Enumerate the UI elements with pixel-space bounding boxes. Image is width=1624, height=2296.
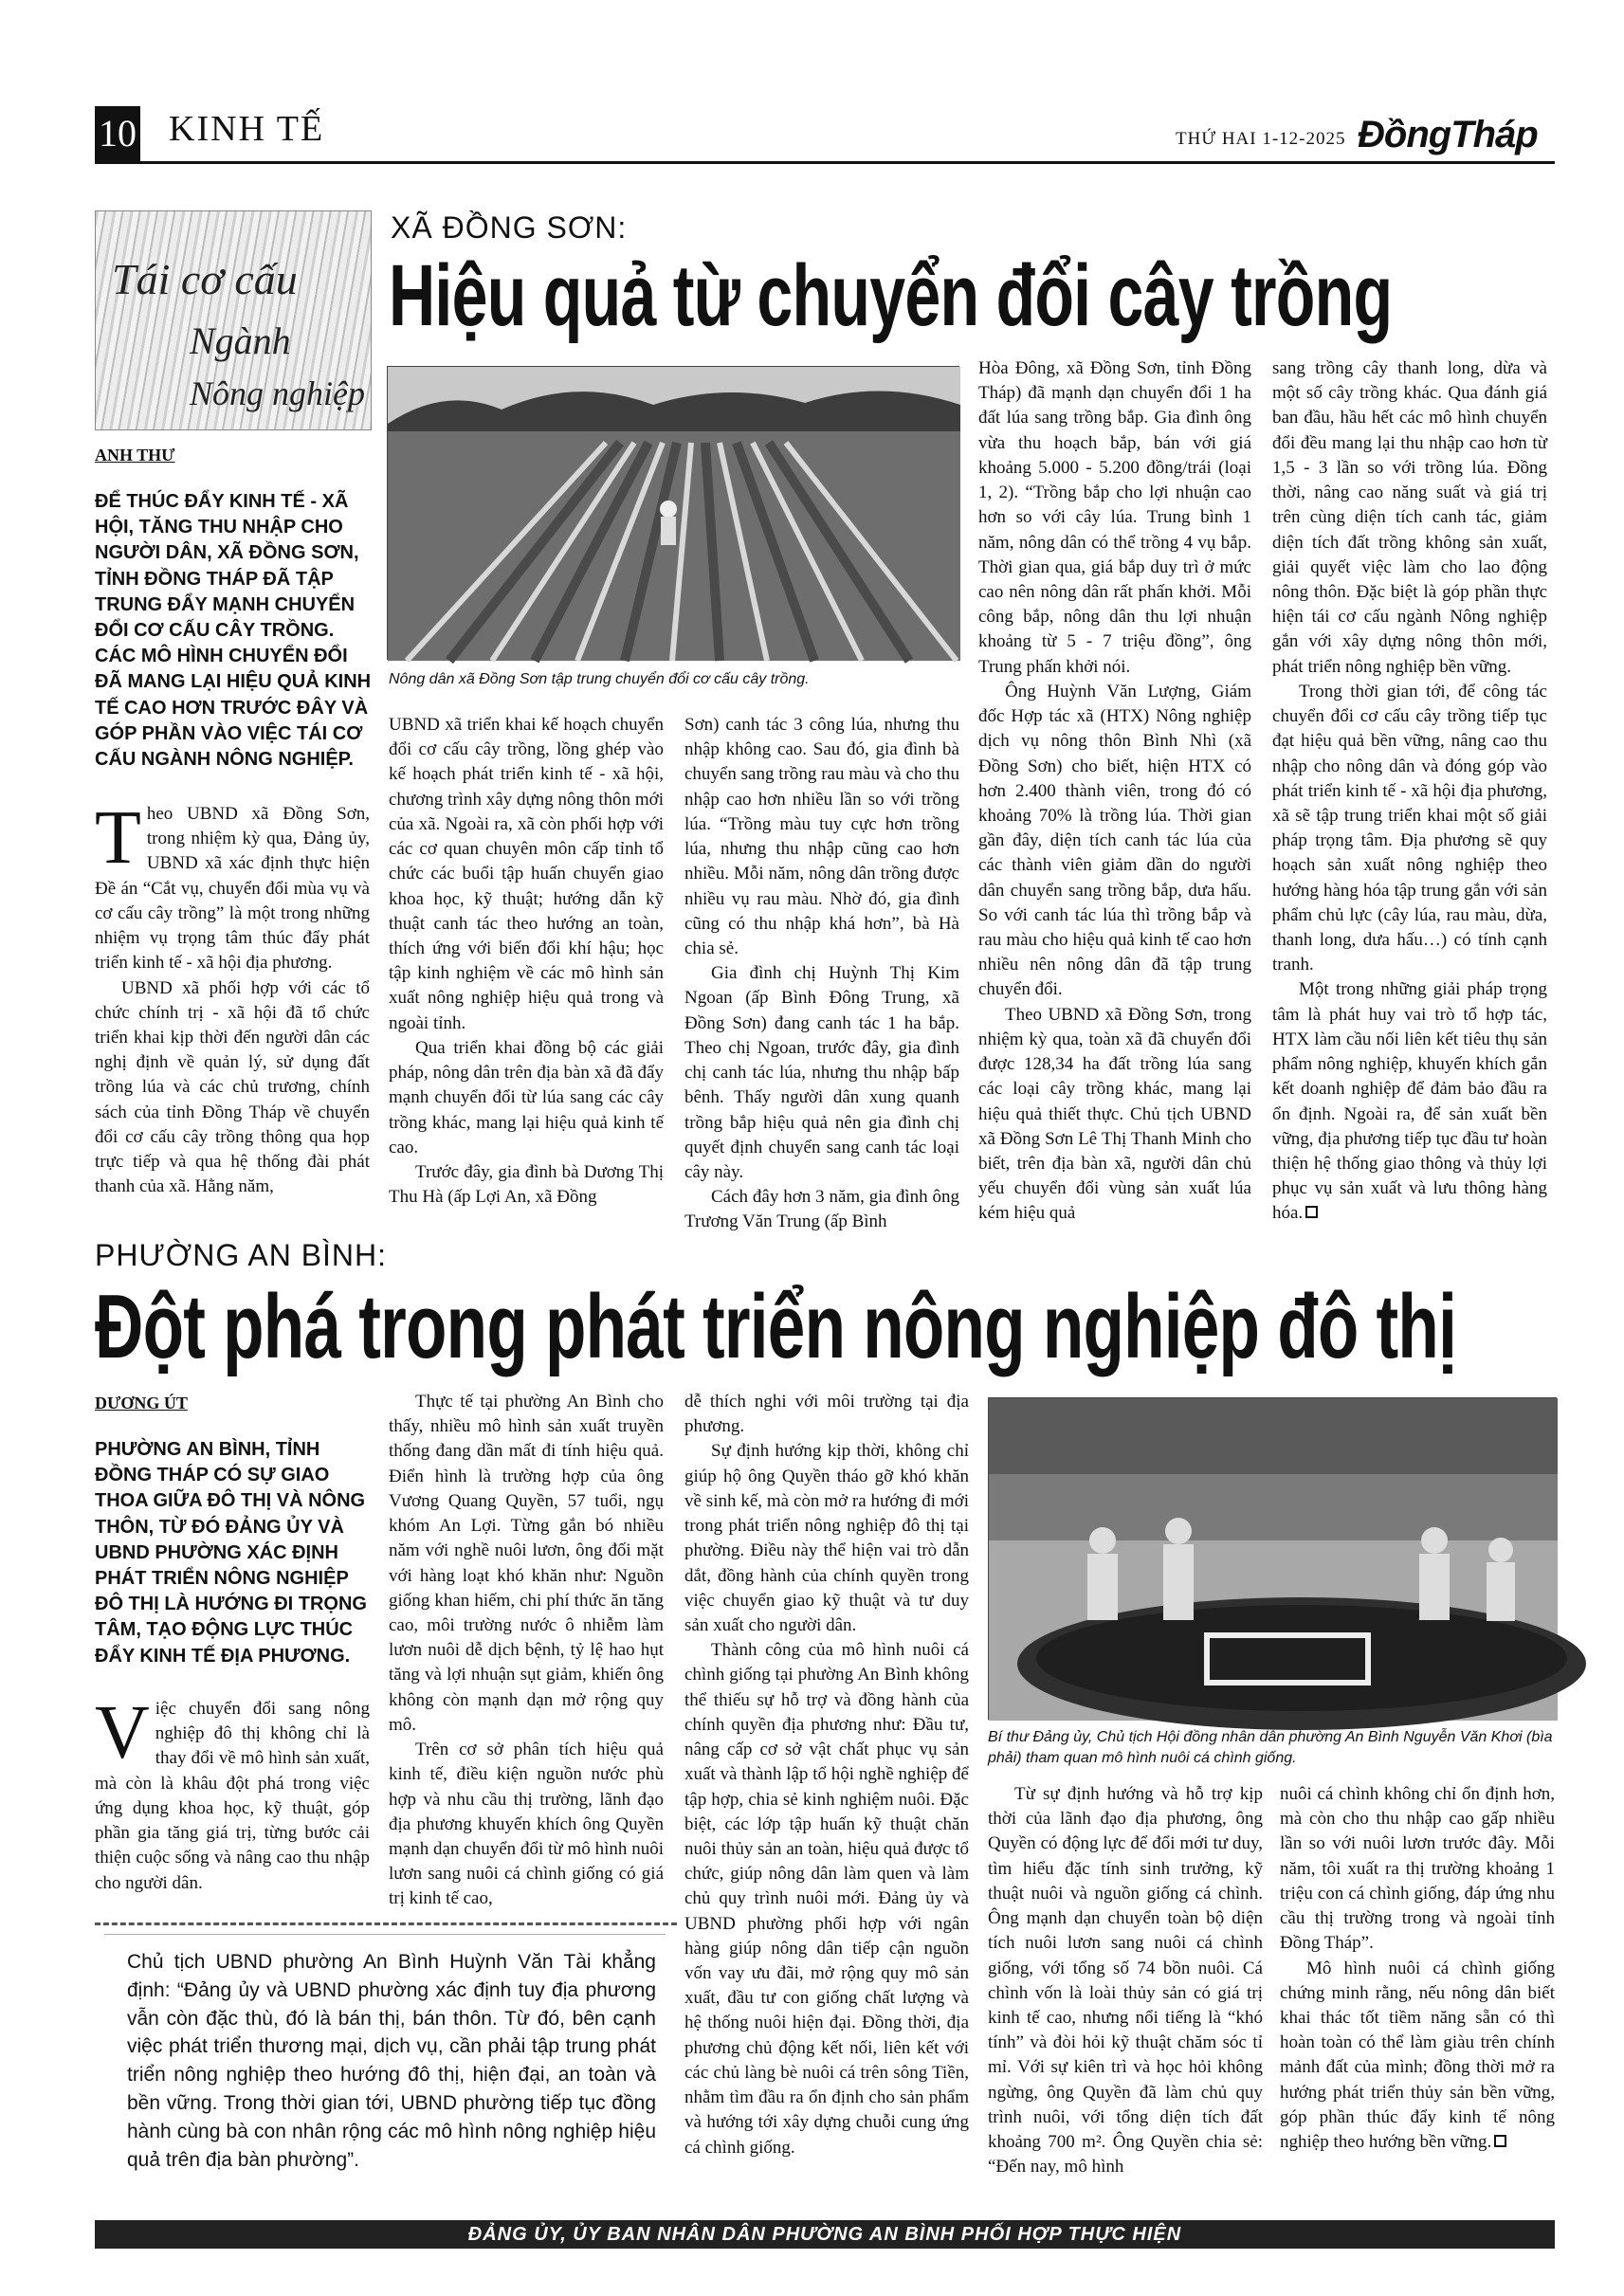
article1-author: ANH THƯ bbox=[95, 446, 175, 465]
series-logo-line1: Tái cơ cấu bbox=[112, 255, 298, 303]
article1-column-3 bbox=[684, 713, 959, 1232]
header-rule bbox=[95, 161, 1555, 164]
article1-kicker: XÃ ĐỒNG SƠN: bbox=[391, 210, 628, 245]
section-title: KINH TẾ bbox=[169, 109, 325, 149]
masthead-logo: ĐồngTháp bbox=[1358, 114, 1538, 155]
article1-col4-para3: Theo UBND xã Đồng Sơn, trong nhiệm kỳ qua, toàn xã đã chuyển đổi được 128,34 ha đất trồng lúa sang các loại cây trồng khác, mang lại hiệu quả thiết thực. Chủ tịch UBND xã Đồng Sơn Lê Thị Thanh Minh cho biết, trên địa bàn xã, người dân chủ yếu chuyển đổi vùng sản xuất lúa kém hiệu quả bbox=[978, 1004, 1251, 1224]
article2-lead: PHƯỜNG AN BÌNH, TỈNH ĐỒNG THÁP CÓ SỰ GIAO THOA GIỮA ĐÔ THỊ VÀ NÔNG THÔN, TỪ ĐÓ ĐẢNG ỦY VÀ UBND PHƯỜNG XÁC ĐỊNH PHÁT TRIỂN NÔNG NGHIỆP ĐÔ THỊ LÀ HƯỚNG ĐI TRỌNG TÂM, TẠO ĐỘNG LỰC THÚC ĐẨY KINH TẾ ĐỊA PHƯƠNG. bbox=[95, 1439, 367, 1667]
end-mark-icon bbox=[1494, 2135, 1506, 2147]
article1-lead: ĐỂ THÚC ĐẨY KINH TẾ - XÃ HỘI, TĂNG THU NHẬP CHO NGƯỜI DÂN, XÃ ĐỒNG SƠN, TỈNH ĐỒNG THÁP ĐÃ TẬP TRUNG ĐẨY MẠNH CHUYỂN ĐỔI CƠ CẤU CÂY TRỒNG. CÁC MÔ HÌNH CHUYỂN ĐỔI ĐÃ MANG LẠI HIỆU QUẢ KINH TẾ CAO HƠN TRƯỚC ĐÂY VÀ GÓP PHẦN VÀO VIỆC TÁI CƠ CẤU NGÀNH NÔNG NGHIỆP. bbox=[95, 491, 372, 770]
issue-date: THỨ HAI 1-12-2025 bbox=[1176, 129, 1346, 149]
article1-col1-para2: UBND xã phối hợp với các tổ chức chính trị - xã hội đã tổ chức triển khai kịp thời đến người dân các nghị định về quản lý, sử dụng đất trồng lúa và các chủ trương, chính sách của tỉnh Đồng Tháp về chuyển đổi cơ cấu cây trồng thông qua họp trực tiếp và qua hệ thống đài phát thanh của xã. Hằng năm, bbox=[95, 977, 370, 1197]
article2-col5-para1: nuôi cá chình không chỉ ổn định hơn, mà còn cho thu nhập cao gấp nhiều lần so với nuôi lươn trước đây. Mỗi năm, tôi xuất ra thị trường khoảng 1 triệu con cá chình giống, đáp ứng nhu cầu thị trường trong và ngoài tỉnh Đồng Tháp”. bbox=[1280, 1784, 1555, 1954]
article1-photo-caption: Nông dân xã Đồng Sơn tập trung chuyển đổi cơ cấu cây trồng. bbox=[389, 671, 810, 687]
article1-col1-para1: Theo UBND xã Đồng Sơn, trong nhiệm kỳ qua, Đảng ủy, UBND xã xác định thực hiện Đề án “Cắt vụ, chuyển đổi mùa vụ và cơ cấu cây trồng” là một trong những nhiệm vụ trọng tâm thúc đẩy phát triển kinh tế - xã hội địa phương. bbox=[95, 796, 370, 974]
article2-col3-para3: Thành công của mô hình nuôi cá chình giống tại phường An Bình không thể thiếu sự hỗ trợ và đồng hành của chính quyền địa phương như: Đầu tư, nâng cấp cơ sở vật chất phục vụ sản xuất và thành lập tổ hội nghề nghiệp để tập hợp, chia sẻ kinh nghiệm nuôi. Đặc biệt, các lớp tập huấn kỹ thuật chăn nuôi thủy sản an toàn, hiệu quả được tổ chức, giúp nông dân làm quen và làm chủ quy trình nuôi mới. Đảng ủy và UBND phường phối hợp với ngân hàng giúp nông dân tiếp cận nguồn vốn vay ưu đãi, mở rộng quy mô sản xuất, đầu tư con giống chất lượng và hệ thống nuôi hiện đại. Đồng thời, địa phương chủ động kết nối, liên kết với các chủ làng bè nuôi cá trên sông Tiền, nhằm tìm đầu ra ổn định cho sản phẩm và hướng tới xây dựng chuỗi cung ứng cá chình giống. bbox=[684, 1640, 969, 2158]
article2-column-4 bbox=[988, 1782, 1263, 2199]
article2-photo bbox=[988, 1397, 1557, 1720]
article1-column-2 bbox=[389, 713, 664, 1215]
article1-column-4 bbox=[978, 356, 1251, 1224]
article1-col3-para2: Gia đình chị Huỳnh Thị Kim Ngoan (ấp Bình Đông Trung, xã Đồng Sơn) đang canh tác 1 ha bắp. Theo chị Ngoan, trước đây, gia đình chị canh tác lúa, nhưng thu nhập bấp bênh. Thấy người dân xung quanh trồng bắp hiệu quả nên gia đình chị quyết định chuyển sang canh tác loại cây này. bbox=[684, 963, 959, 1182]
article2-headline: Đột phá trong phát triển nông nghiệp đô thị bbox=[95, 1276, 1457, 1377]
article2-column-5 bbox=[1280, 1782, 1555, 2199]
farm-field-image bbox=[388, 367, 960, 661]
article1-col2-para1: UBND xã triển khai kế hoạch chuyển đổi cơ cấu cây trồng, lồng ghép vào kế hoạch phát triển kinh tế - xã hội, chương trình xây dựng nông thôn mới của xã. Ngoài ra, xã còn phối hợp với các cơ quan chuyên môn cấp tỉnh tổ chức các buổi tập huấn chuyển giao khoa học, kỹ thuật; hướng dẫn kỹ thuật canh tác theo hướng an toàn, thích ứng với biến đổi khí hậu; học tập kinh nghiệm về các mô hình sản xuất nông nghiệp hiệu quả trong và ngoài tỉnh. bbox=[389, 715, 664, 1033]
footer-banner: ĐẢNG ỦY, ỦY BAN NHÂN DÂN PHƯỜNG AN BÌNH PHỐI HỢP THỰC HIỆN bbox=[95, 2220, 1555, 2249]
article1-column-1 bbox=[95, 796, 370, 1229]
article1-col2-para2: Qua triển khai đồng bộ các giải pháp, nông dân trên địa bàn xã đã đẩy mạnh chuyển đổi từ lúa sang các cây trồng khác, mang lại hiệu quả kinh tế cao. bbox=[389, 1037, 664, 1157]
article1-col5-para3: Một trong những giải pháp trọng tâm là phát huy vai trò tổ hợp tác, HTX làm cầu nối liên kết tiêu thụ sản phẩm nông nghiệp, khuyến khích gắn kết doanh nghiệp để đảm bảo đầu ra ổn định. Ngoài ra, để sản xuất bền vững, địa phương tiếp tục đầu tư hoàn thiện hệ thống giao thông và thủy lợi phục vụ sản xuất và lưu thông hàng hóa. bbox=[1272, 979, 1548, 1224]
article2-photo-caption: Bí thư Đảng ủy, Chủ tịch Hội đồng nhân dân phường An Bình Nguyễn Văn Khơi (bìa phải) tham quan mô hình nuôi cá chình giống. bbox=[988, 1729, 1553, 1766]
article2-kicker: PHƯỜNG AN BÌNH: bbox=[95, 1238, 388, 1272]
article1-headline: Hiệu quả từ chuyển đổi cây trồng bbox=[389, 247, 1393, 344]
article2-col5-para2: Mô hình nuôi cá chình giống chứng minh rằng, nếu nông dân biết khai thác tốt tiềm năng sẵn có thì hoàn toàn có thể làm giàu trên chính mảnh đất của mình; đồng thời mở ra hướng phát triển thủy sản bền vững, góp phần thúc đẩy kinh tế nông nghiệp theo hướng bền vững. bbox=[1280, 1958, 1555, 2153]
series-logo-line2: Ngành bbox=[190, 319, 291, 362]
article1-col5-para1: sang trồng cây thanh long, dừa và một số cây trồng khác. Qua đánh giá ban đầu, hầu hết các mô hình chuyển đổi đều mang lại thu nhập cao hơn từ 1,5 - 3 lần so với trồng lúa. Đồng thời, nâng cao năng suất và giá trị trên cùng diện tích canh tác, giảm diện tích đất trồng không sản xuất, giải quyết việc làm cho lao động nông thôn. Đặc biệt là góp phần thực hiện tái cơ cấu ngành Nông nghiệp gắn với xây dựng nông thôn mới, phát triển nông nghiệp bền vững. bbox=[1272, 358, 1547, 677]
series-logo-line3: Nông nghiệp bbox=[190, 374, 365, 412]
article2-col2-para2: Trên cơ sở phân tích hiệu quả kinh tế, điều kiện nguồn nước phù hợp và nhu cầu thị trường, lãnh đạo địa phương khuyến khích ông Quyền mạnh dạn chuyển đổi từ mô hình nuôi lươn sang nuôi cá chình giống có giá trị kinh tế cao, bbox=[389, 1740, 664, 1909]
article1-col5-para2: Trong thời gian tới, để công tác chuyển đổi cơ cấu cây trồng tiếp tục đạt hiệu quả bền vững, nâng cao thu nhập cho nông dân và đóng góp vào phát triển kinh tế - xã hội địa phương, xã sẽ tập trung triển khai một số giải pháp trọng tâm. Địa phương sẽ quy hoạch sản xuất nông nghiệp theo hướng hàng hóa tập trung gắn với sản phẩm chủ lực (cây lúa, rau màu, dừa, thanh long, dưa hấu…) có tính cạnh tranh. bbox=[1272, 681, 1547, 975]
article1-column-5 bbox=[1272, 356, 1548, 1224]
article1-col3-para3: Cách đây hơn 3 năm, gia đình ông Trương Văn Trung (ấp Bình bbox=[684, 1187, 959, 1232]
article1-col4-para2: Ông Huỳnh Văn Lượng, Giám đốc Hợp tác xã (HTX) Nông nghiệp dịch vụ nông thôn Bình Nhì (xã Đồng Sơn) cho biết, hiện HTX có hơn 2.400 thành viên, trong đó có khoảng 70% là trồng lúa. Thời gian gần đây, diện tích canh tác lúa của các thành viên giảm dần do người dân chuyển sang trồng bắp, dưa hấu. So với canh tác lúa thì trồng bắp và rau màu cho hiệu quả kinh tế cao hơn nhiều nên nông dân đã tập trung chuyển đổi. bbox=[978, 681, 1251, 1000]
quote-border bbox=[95, 1922, 677, 1925]
article1-dropcap: T bbox=[95, 796, 141, 880]
article2-dropcap: V bbox=[95, 1691, 150, 1775]
article2-col1-para1: Việc chuyển đổi sang nông nghiệp đô thị không chỉ là thay đổi về mô hình sản xuất, mà còn là khâu đột phá trong việc ứng dụng khoa học, kỹ thuật, góp phần gia tăng giá trị, từng bước cải thiện cuộc sống và nâng cao thu nhập cho người dân. bbox=[95, 1691, 370, 1893]
fish-farm-image bbox=[989, 1398, 1558, 1721]
article2-col3-para2: Sự định hướng kịp thời, không chỉ giúp hộ ông Quyền tháo gỡ khó khăn về sinh kế, mà còn mở ra hướng đi mới trong phát triển nông nghiệp đô thị tại phường. Điều này thể hiện vai trò dẫn dắt, đồng hành của chính quyền trong việc chuyển giao kỹ thuật và tư duy sản xuất cho người dân. bbox=[684, 1441, 969, 1635]
article2-column-2 bbox=[389, 1390, 664, 1913]
article1-photo bbox=[387, 366, 959, 660]
article1-col2-para3: Trước đây, gia đình bà Dương Thị Thu Hà (ấp Lợi An, xã Đồng bbox=[389, 1161, 664, 1208]
article1-col4-para1: Hòa Đông, xã Đồng Sơn, tỉnh Đồng Tháp) đã mạnh dạn chuyển đổi 1 ha đất lúa sang trồng bắp. Gia đình ông vừa thu hoạch bắp, bán với giá khoảng 5.000 - 5.200 đồng/trái (loại 1, 2). “Trồng bắp cho lợi nhuận cao hơn so với cây lúa. Trung bình 1 năm, nông dân có thể trồng 4 vụ bắp. Thời gian qua, giá bắp duy trì ở mức cao nên nông dân rất phấn khởi. Mỗi công bắp, nông dân thu lợi nhuận khoảng từ 5 - 7 triệu đồng”, ông Trung phấn khởi nói. bbox=[978, 358, 1251, 677]
article2-col2-para1: Thực tế tại phường An Bình cho thấy, nhiều mô hình sản xuất truyền thống đang dần mất đi tính hiệu quả. Điển hình là trường hợp của ông Vương Quang Quyền, 57 tuổi, ngụ khóm An Lợi. Từng gắn bó nhiều năm với nghề nuôi lươn, ông đối mặt với hàng loạt khó khăn như: Nguồn giống khan hiếm, chi phí thức ăn tăng cao, môi trường nước ô nhiễm làm lươn nuôi dễ dịch bệnh, tỷ lệ hao hụt tăng và lợi nhuận sụt giảm, khiến ông không còn mạnh dạn mở rộng quy mô. bbox=[389, 1392, 664, 1735]
page-number: 10 bbox=[95, 106, 140, 161]
article2-col3-para1: dễ thích nghi với môi trường tại địa phương. bbox=[684, 1392, 969, 1437]
end-mark-icon bbox=[1305, 1206, 1318, 1218]
quote-box: Chủ tịch UBND phường An Bình Huỳnh Văn Tài khẳng định: “Đảng ủy và UBND phường xác định tuy địa phương vẫn còn đặc thù, đó là bán thị, bán thôn. Từ đó, bên cạnh việc phát triển thương mại, dịch vụ, cần phải tập trung phát triển nông nghiệp theo hướng đô thị, hiện đại, an toàn và bền vững. Trong thời gian tới, UBND phường tiếp tục đồng hành cùng bà con nhân rộng các mô hình nông nghiệp hiệu quả trên địa bàn phường”. bbox=[104, 1934, 666, 2177]
article2-column-3 bbox=[684, 1390, 969, 2205]
article2-col4-para1: Từ sự định hướng và hỗ trợ kịp thời của lãnh đạo địa phương, ông Quyền có động lực để đổi mới tư duy, tìm hiểu đặc tính sinh trưởng, kỹ thuật nuôi và nguồn giống cá chình. Ông mạnh dạn chuyển toàn bộ diện tích nuôi lươn sang nuôi cá chình giống, với tổng số 74 bồn nuôi. Cá chình vốn là loài thủy sản có giá trị kinh tế cao, nhưng nổi tiếng là “khó tính” và đòi hỏi kỹ thuật chăm sóc tỉ mỉ. Với sự kiên trì và học hỏi không ngừng, ông Quyền đã làm chủ quy trình nuôi, với tổng diện tích đất khoảng 700 m². Ông Quyền chia sẻ: “Đến nay, mô hình bbox=[988, 1784, 1263, 2178]
article2-column-1 bbox=[95, 1691, 370, 1905]
article1-col3-para1: Sơn) canh tác 3 công lúa, nhưng thu nhập không cao. Sau đó, gia đình bà chuyển sang trồng rau màu và cho thu nhập cao hơn nhiều lần so với trồng lúa. “Trồng màu tuy cực hơn trồng lúa, nhưng thu nhập cũng cao hơn nhiều. Mỗi năm, nông dân trồng được nhiều vụ rau màu. Nhờ đó, gia đình cũng có thu nhập khá hơn”, bà Hà chia sẻ. bbox=[684, 715, 959, 958]
article2-author: DƯƠNG ÚT bbox=[95, 1394, 188, 1412]
